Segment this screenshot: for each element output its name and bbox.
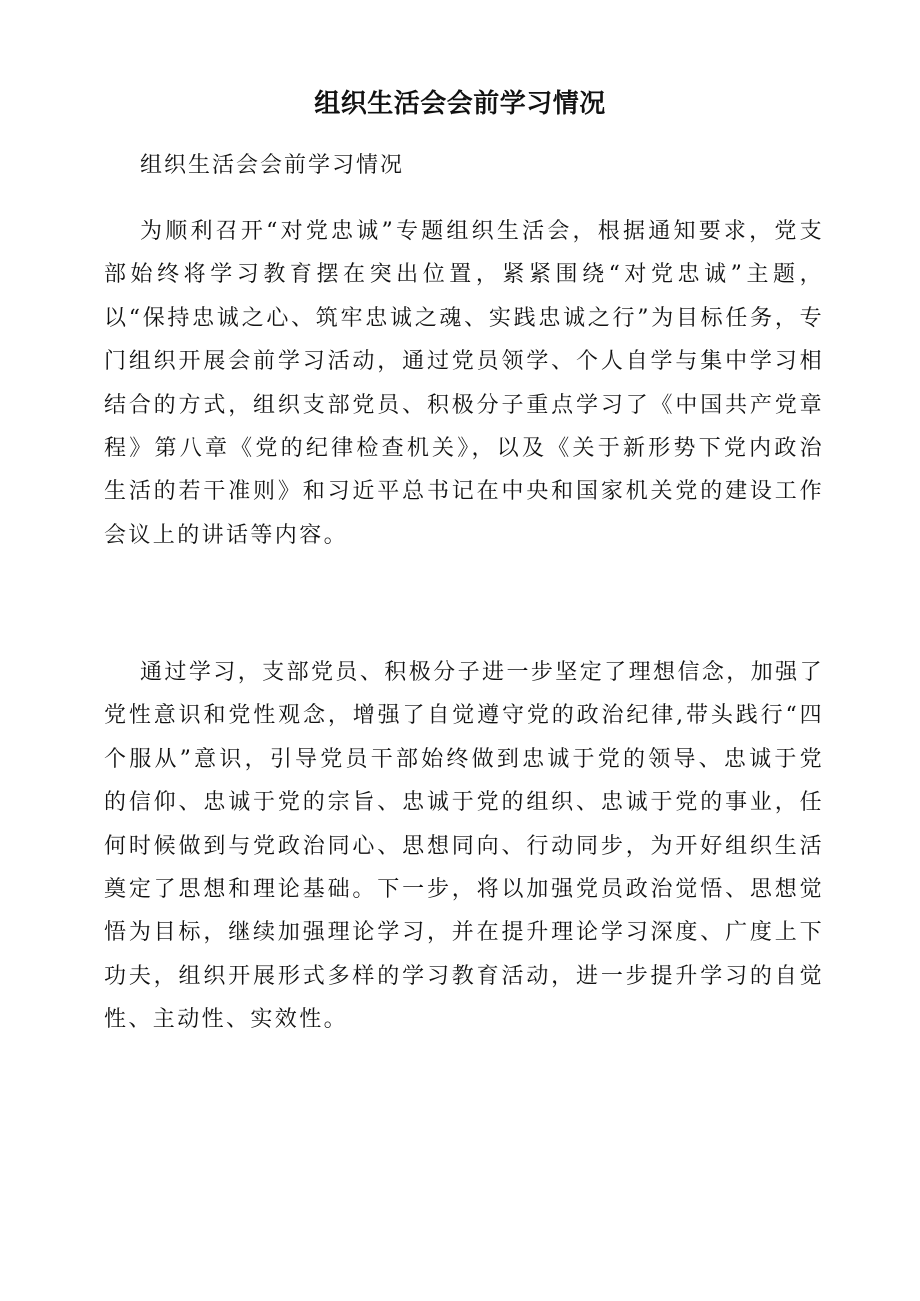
document-title: 组织生活会会前学习情况 [314,89,606,119]
body-paragraph-2: 通过学习，支部党员、积极分子进一步坚定了理想信念，加强了党性意识和党性观念，增强了自觉遵守党的政治纪律,带头践行“四个服从”意识，引导党员干部始终做到忠诚于党的领导、忠诚于党的信仰、忠诚于党的宗旨、忠诚于党的组织、忠诚于党的事业，任何时候做到与党政治同心、思想同向、行动同步，为开好组织生活奠定了思想和理论基础。下一步，将以加强党员政治觉悟、思想觉悟为目标，继续加强理论学习，并在提升理论学习深度、广度上下功夫，组织开展形式多样的学习教育活动，进一步提升学习的自觉性、主动性、实效性。 [104,660,824,1033]
document-subtitle: 组织生活会会前学习情况 [140,153,405,178]
body-paragraph-1: 为顺利召开“对党忠诚”专题组织生活会，根据通知要求，党支部始终将学习教育摆在突出位置，紧紧围绕“对党忠诚”主题，以“保持忠诚之心、筑牢忠诚之魂、实践忠诚之行”为目标任务，专门组织开展会前学习活动，通过党员领学、个人自学与集中学习相结合的方式，组织支部党员、积极分子重点学习了《中国共产党章程》第八章《党的纪律检查机关》，以及《关于新形势下党内政治生活的若干准则》和习近平总书记在中央和国家机关党的建设工作会议上的讲话等内容。 [104,219,824,548]
